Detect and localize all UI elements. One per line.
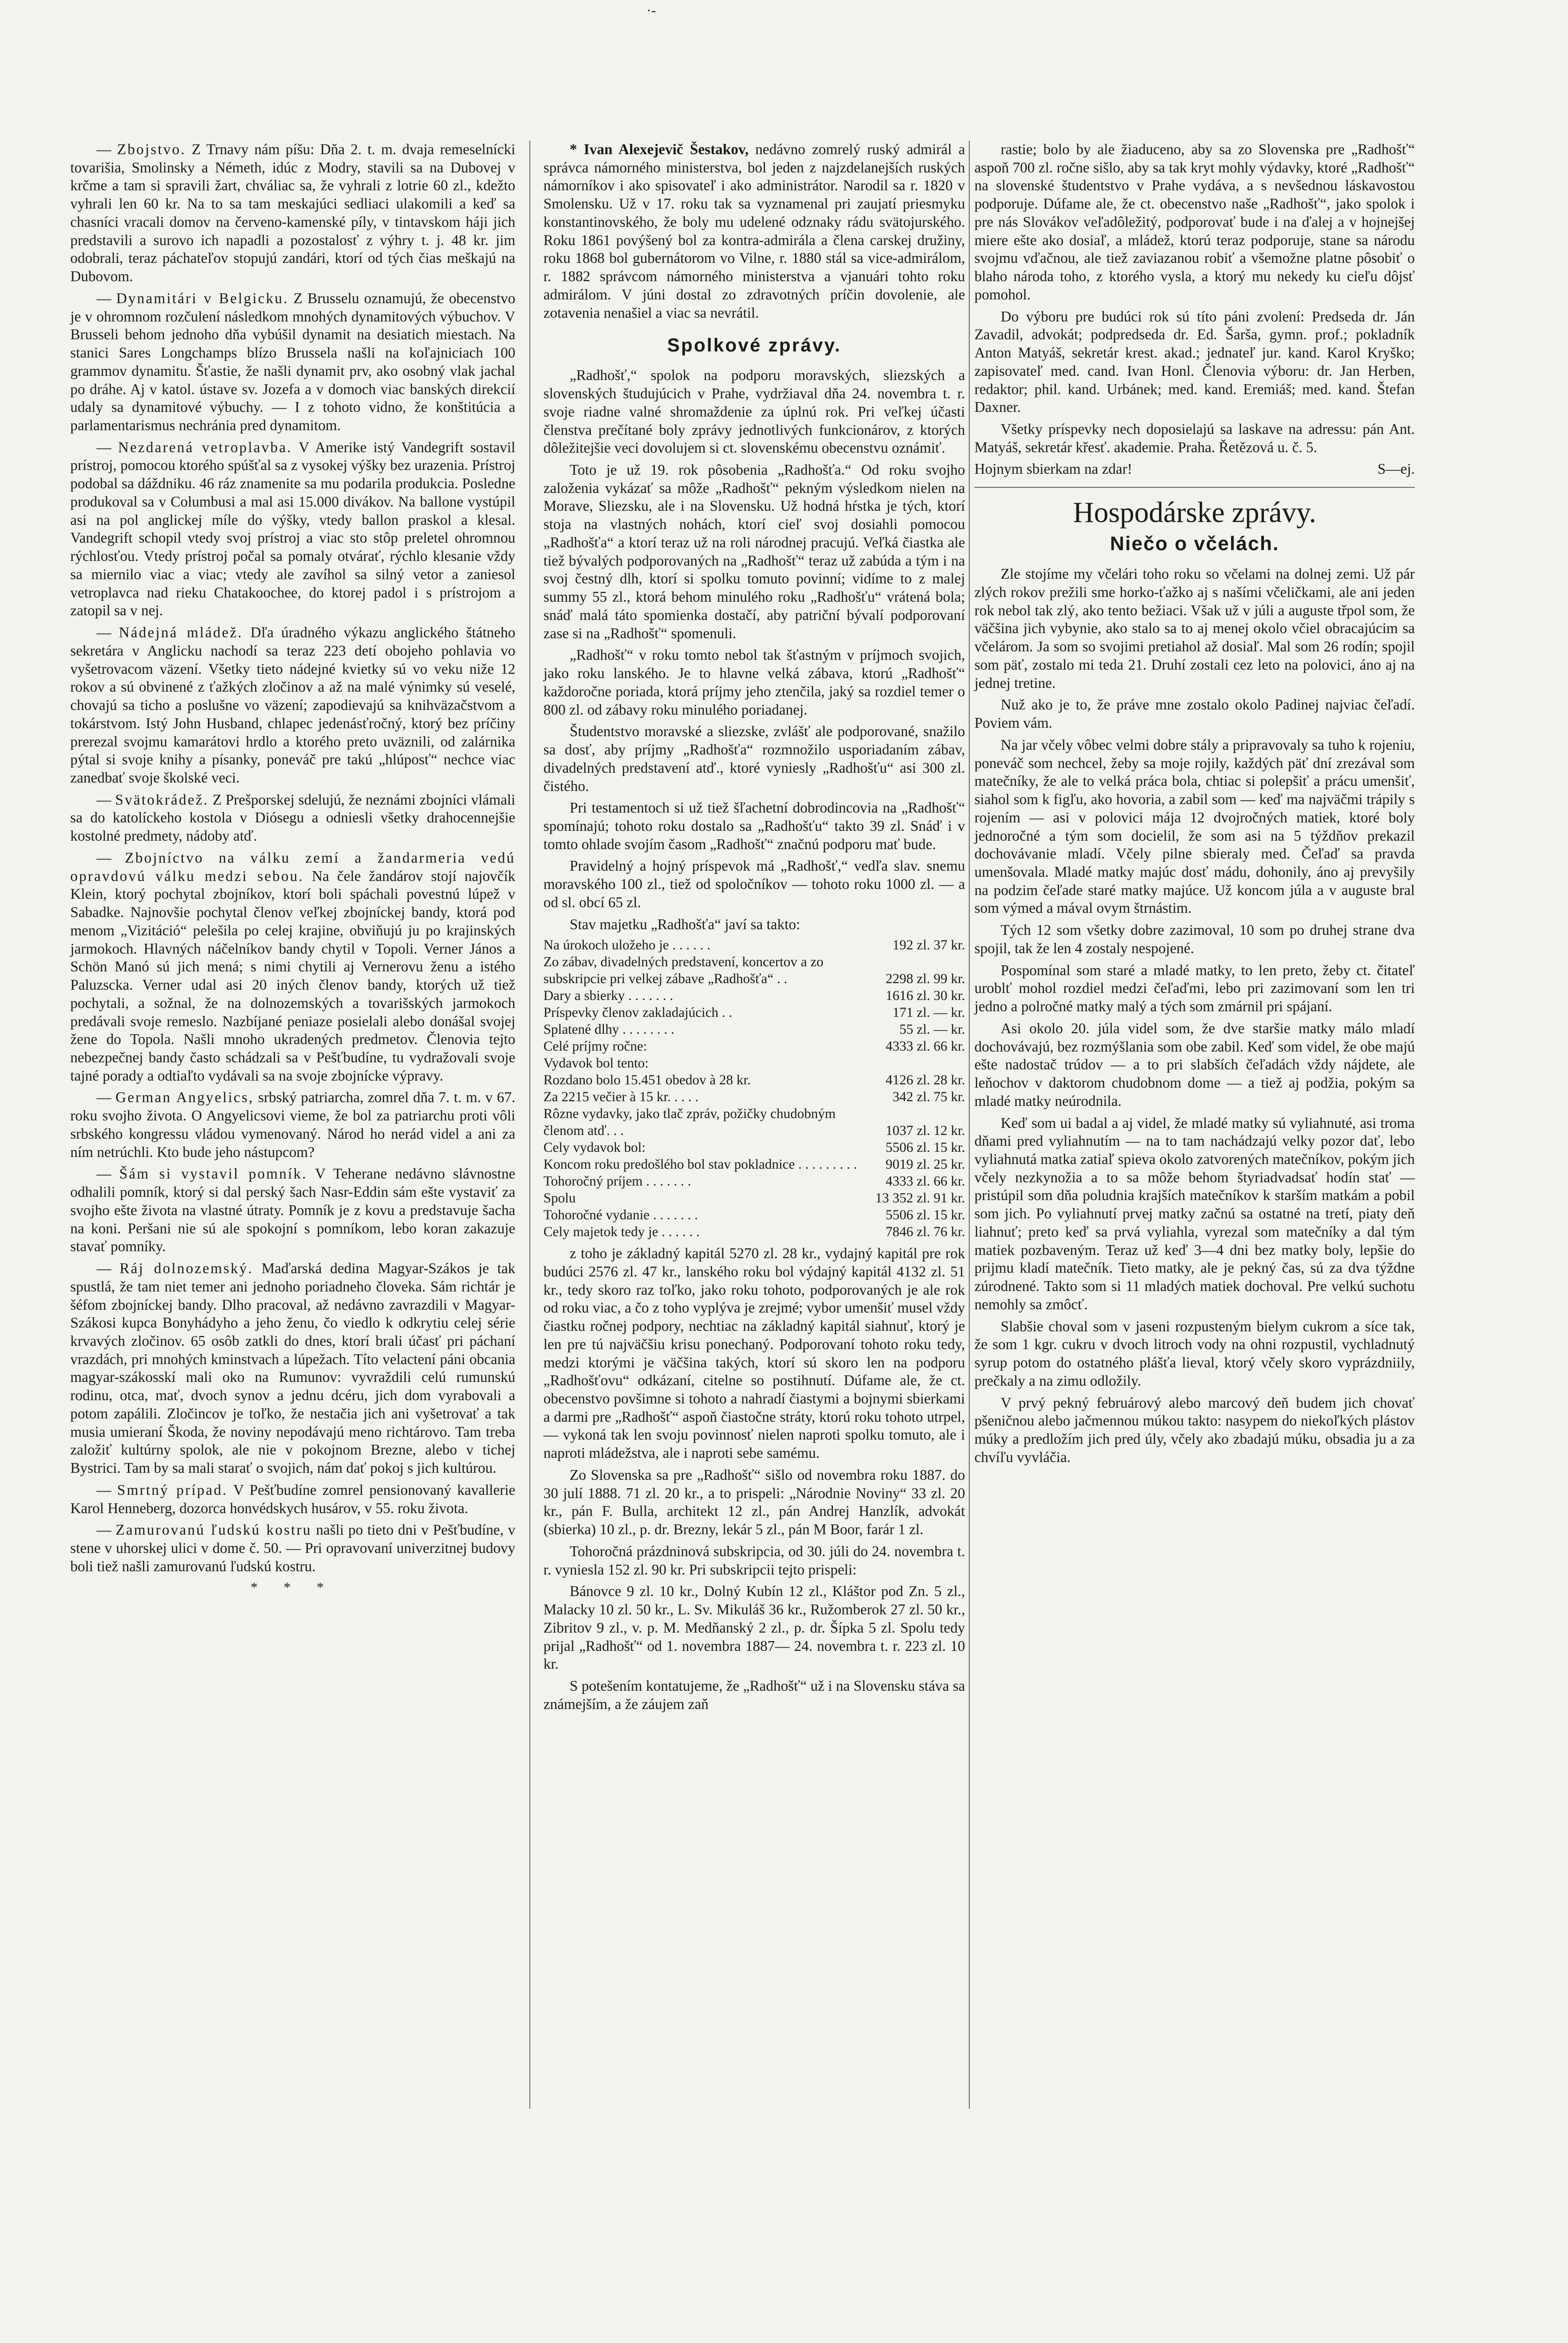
news-item-text: našli po tieto dni v Pešťbudíne, v stene v uhorskej ulici v dome č. 50. — Pri opravovaní univerzitnej budovy boli tiež našli zamurovanú ľudskú kostru.	[70, 1522, 516, 1574]
article-title-vcely: Niečo o včelách.	[1110, 532, 1279, 555]
society-paragraph: Zo Slovenska sa pre „Radhošť“ sišlo od novembra roku 1887. do 30 julí 1888. 71 zl. 20 kr., a to prispeli: „Národnie Noviny“ 33 zl. 20 kr., pán F. Bulla, architekt 12 zl., pán Andrej Hanzlík, advokát (sbierka) 10 zl., p. dr. Brezny, lekár 5 zl., pán M Boor, farár 1 zl.	[543, 1466, 965, 1538]
news-item-heading: Zbojstvo.	[117, 141, 186, 157]
news-item-text: Dľa úradného výkazu anglického štátneho sekretára v Anglicku nachodí sa teraz 223 detí obojeho pohlavia vo vyšetrovacom väzení. Všetky tieto nádejné kvietky sú vo veku niže 12 rokov a sú obvinené z ťažkých zločinov a až na malé výnimky sú veselé, chovajú sa ticho a poslušne vo väzení; zapodievajú sa knihväzačstvom a tokárstvom. Istý John Husband, chlapec jedenásťročný, ktorý bez príčiny prerezal svojmu kamarátovi hrdlo a ktorého preto uväznili, od zalárnika pýtal si svoje knihy a písanky, poneváč pre takú „hlúposť“ nechce viac zanedbať svoje školské veci.	[70, 624, 515, 786]
account-row	[543, 1072, 965, 1089]
account-amount: 4126 zl. 28 kr.	[885, 1073, 965, 1088]
account-amount: 13 352 zl. 91 kr.	[875, 1191, 965, 1206]
news-item-text: Na čele žandárov stojí najovčík Klein, ktorý pochytal zbojníkov, ktorí boli spáchali povestnú lúpež v Sabadke. Najnovšie pochytal členov veľkej zbojníckej bandy, ktorá pod menom „Vizitáció“ pelešila po celej krajine, obviňujú ju po krajinských jarmokoch. Hlavných náčelníkov bandy chytil v Topoli. Verner János a Schön Manó sú jich mená; s nimi chytili aj Vernerovu ženu a istého Paluzscka. Verner udal asi 20 iných členov bandy, ktorých už tiež pochytali, a sožnal, že na dolnozemských a tovarišských jarmokoch predávali svoje remeslo. Nazbíjané peniaze posielali alebo donášal svojej žene do Topola. Našli mnoho ukradených predmetov. Členovia tejto nebezpečnej bandy často schádzali sa v Pešťbudíne, tu vydražovali svoje tajné porady a odtiaľto vydávali sa na svoje zbojnícke výpravy.	[70, 867, 515, 1084]
society-paragraph: z toho je základný kapitál 5270 zl. 28 kr., vydajný kapitál pre rok budúci 2576 zl. 47 kr., lanského roku bol výdajný kapitál 4132 zl. 51 kr., tedy skoro raz toľko, jako roku tohoto, podporovaných je ale rok od roku viac, a čo z toho vyplýva je zrejmé; vybor umenšiť musel vždy čiastku ročnej podpory, nechtiac na základný kapitál siahnuť, ktorý je len pre tú najväčšiu krisu ponechaný. Podporovaní tohoto roku tedy, medzi ktorými je väčšina takých, ktorí sú skoro len na podporu „Radhošťovu“ odkázaní, citelne so postihnutí. Dúfame ale, že ct. obecenstvo povšimne si tohoto a nahradí čiastymi a bojnymi sbierkami a darmi pre „Radhošť“ aspoň čiastočne stráty, ktorú roku tohoto utrpel, — vykoná tak len svoju povinnosť nielen naproti spolku tomuto, ale i naproti mládežstva, ale i naproti sebe samému.	[543, 1245, 965, 1462]
obituary-heading: * Ivan Alexejevič Šestakov,	[570, 141, 749, 157]
account-amount: 4333 zl. 66 kr.	[885, 1039, 965, 1054]
account-amount: 4333 zl. 66 kr.	[885, 1174, 965, 1189]
account-label: Celé príjmy ročne:	[543, 1039, 647, 1054]
author-signature: S—ej.	[1377, 461, 1415, 478]
news-item-heading: Zamurovanú ľudskú kostru	[115, 1522, 312, 1538]
account-row	[543, 1106, 965, 1140]
account-label: Tohoročné vydanie . . . . . . .	[543, 1208, 698, 1223]
bee-paragraph: V prvý pekný februárový alebo marcový deň budem jich chovať pšeničnou alebo jačmennou múkou takto: nasypem do niekoľkých plástov múky a predložím jich pred úly, včely ako zbadajú múku, obsadia ju a za chvíľu vyvláčia.	[974, 1394, 1415, 1465]
column-rule	[529, 141, 530, 2109]
news-item: — Dynamitári v Belgicku. Z Brusselu oznamujú, že obecenstvo je v ohromnom rozčulení následkom mnohých dynamitových výbuchov. V Brusseli behom jednoho dňa vybúšil dynamit na desiatich miestach. Na stanici Sares Longchamps blízo Brussela našli na koľajniciach 100 grammov dynamitu. Šťastie, že našli dynamit prv, ako osobný vlak jachal po dráhe. Aj v katol. ústave sv. Jozefa a v domoch viac banských direkcií udaly sa dynamitové výbuchy. — I z tohoto vidno, že konštitúcia a parlamentarismus nechránia pred dynamitom.	[70, 290, 516, 434]
bee-paragraph: Na jar včely vôbec velmi dobre stály a pripravovaly sa tuho k rojeniu, poneváč som nechcel, žeby sa moje rojily, každých päť dní zrezával som matečníky, že ale to velká práca bola, chtiac si polepšiť a prácu umenšiť, siahol som k figľu, ako hovoria, a zabil som — keď ma najväčmi trápily s rojením — asi v polovici mája 12 dvojročných matiek, ktoré boly jednoročné a tým som docielil, že som asi na 5 týždňov prekazil dochovávanie mladí. Včely pilne sbieraly med. Čeľaď sa pravda umenšovala. Mladé matky majúc dosť mádu, dohonily, áno aj prevyšily na podzim čeľade staré matky majúce. Už koncom júla a v auguste bral som výmed a mával ovym štrnástim.	[974, 736, 1415, 917]
account-amount: 7846 zl. 76 kr.	[885, 1224, 965, 1240]
news-item-heading: Dynamitári v Belgicku.	[116, 290, 289, 306]
news-item: — Nezdarená vetroplavba. V Amerike istý Vandegrift sostavil prístroj, pomocou ktorého spúšťal sa z vysokej výšky bez urazenia. Prístroj podobal sa dáždniku. 46 ráz znamenite sa mu podarila produkcia. Posledne produkoval sa v Columbusi a mal asi 15.000 divákov. Na ballone vystúpil asi na pol anglickej míle do výšky, vtedy ballon praskol a klesal. Vandegrift schopil vtedy svoj prístroj a viac sto stôp preletel ohromnou rýchlosťou. Vtedy prístroj počal sa pomaly otvárať, rýchlo klesanie vždy sa miernilo viac a viac; vtedy ale zavíhol sa silný vetor a zaniesol vetroplavca nad rieku Chatakoochee, do ktorej padol i s prístrojom a zatopil sa v nej.	[70, 439, 516, 619]
news-item-text: V Pešťbudíne zomrel pensionovaný kavallerie Karol Henneberg, dozorca honvédskych husárov, v 55. roku života.	[70, 1481, 516, 1516]
news-item-heading: German Angyelics,	[115, 1089, 254, 1106]
account-row	[543, 1157, 965, 1173]
section-title-spolkove: Spolkové zprávy.	[667, 335, 841, 356]
accounts-table	[543, 937, 965, 1241]
news-item-heading: Šám si vystavil pomník.	[119, 1165, 307, 1182]
account-label: Za 2215 večier à 15 kr. . . . .	[543, 1089, 699, 1105]
news-item-heading: Nezdarená vetroplavba.	[118, 439, 292, 455]
news-item: — Zbojstvo. Z Trnavy nám píšu: Dňa 2. t. m. dvaja remeselnícki tovarišia, Smolinsky a Németh, idúc z Modry, stavili sa na Dubovej v krčme a tam si spravili žart, chváliac sa, že vyhrali z lotrie 60 zl., kdežto vyhrali len 60 kr. Na to sa tam meskajúci sedliaci ulakomili a keď sa chasníci vracali domov na červeno-kamenské píly, v tintavskom háji jich predstavili a surovo ich napadli a pozostalosť z výhry t. j. 48 kr. jim odobrali, teraz páchateľov stopujú zandári, ktorí od tých čias meškajú na Dubovom.	[70, 141, 515, 285]
account-amount: 192 zl. 37 kr.	[892, 938, 965, 953]
news-item-text: V Teherane nedávno slávnostne odhalili pomník, ktorý si dal perský šach Nasr-Eddin sám ešte vystaviť za svojho ešte života na vlastné útraty. Pomník je z kovu a predstavuje šacha na koni. Peršani nie sú ale spokojní s pomníkom, lebo koran zakazuje stavať pomníky.	[70, 1165, 516, 1255]
obituary-item	[543, 141, 965, 322]
society-paragraph: Študentstvo moravské a sliezske, zvlášť ale podporované, snažilo sa dosť, aby príjmy „Radhošťa“ rozmnožilo usporiadaním zábav, divadelných predstavení atď., ktoré vyniesly „Radhošťu“ asi 300 zl. čistého.	[543, 723, 965, 794]
column-rule	[969, 141, 970, 2109]
column-societies	[543, 141, 965, 1717]
news-item: — Zamurovanú ľudskú kostru našli po tieto dni v Pešťbudíne, v stene v uhorskej ulici v dome č. 50. — Pri opravovaní univerzitnej budovy boli tiež našli zamurovanú ľudskú kostru.	[70, 1522, 516, 1574]
account-label: Dary a sbierky . . . . . . .	[543, 988, 673, 1004]
news-item: — Ráj dolnozemský. Maďarská dedina Magyar-Szákos je tak spustlá, že tam niet temer ani jednoho poriadneho človeka. Sám richtár je šéfom zbojníckej bandy. Dlho pracoval, až nedávno zavrazdili v Magyar-Szákosi kupca Bonyhádyho a jeho ženu, čo viedlo k odkrytiu celej série krvavých zločinov. 65 osôb zatkli do dnes, ktorí brali účasť pri páchaní vrazdách, pri mnohých kminstvach a lúpežach. Títo velactení páni obcania magyar-szákosskí mali oko na Rumunov: vyvraždili celú rumunskú rodinu, otca, mať, dvoch synov a jednu dcéru, jich dom vyrabovali a potom zapálili. Zločincov je toľko, že nestačia jich ani vyšetrovať a tak musia umieraní Škoda, že noviny nepodávajú meno richtárovo. Tam treba založiť kultúrny spolok, ale nie v pokojnom Brezne, alebo v tichej Bystrici. Tam by sa mali starať o svojich, nám dať pokoj s jich kultúrou.	[70, 1260, 516, 1477]
society-paragraph: Pravidelný a hojný príspevok má „Radhošť,“ vedľa slav. snemu moravského 100 zl., tiež od spoločníkov — tohoto roku 1000 zl. — a od sl. obcí 65 zl.	[543, 858, 965, 910]
society-paragraph: rastie; bolo by ale žiaduceno, aby sa zo Slovenska pre „Radhošť“ aspoň 700 zl. ročne sišlo, aby sa tak kryt mohly výdavky, ktoré „Radhošť“ na slovenské študentstvo v Prahe vydáva, a s nevšednou láskavostou podporuje. Dúfame ale, že ct. obecenstvo naše „Radhošť“, jako spolok i pre nás Slovákov veľadôležitý, podporovať bude i na ďalej a v hojnejšej miere ešte ako dosiaľ, a mládež, ktorú teraz podporuje, stane sa národu svojmu vďačnou, ale tiež zaviazanou robiť a všemožne platne pôsobiť o blaho národa toho, z ktorého vysla, a ktorý mu nekedy ku cieľu dôjsť pomohol.	[974, 141, 1415, 303]
obituary-text: nedávno zomrelý ruský admirál a správca námorného ministerstva, bol jeden z najzdelanejších ruských námorníkov i ako spisovateľ i ako administrátor. Narodil sa r. 1820 v Smolensku. Už v 17. roku tak sa vyznamenal pri zaujatí priesmyku konstantinovského, že boly mu udelené odznaky rádu svätojurského. Roku 1861 povýšený bol za kontra-admirála a člena carskej družiny, roku 1868 bol gubernátorom vo Vilne, r. 1880 stál sa vice-admirálom, r. 1882 správcom námorného ministerstva a vjanuári tohto roku admirálom. V júni dostal zo zdravotných príčin dovolenie, ale zotavenia nenašiel a viac sa nevrátil.	[543, 141, 966, 321]
account-amount: 171 zl. — kr.	[892, 1005, 965, 1021]
account-label: Splatené dlhy . . . . . . . .	[543, 1022, 675, 1037]
stars-divider: * * *	[251, 1579, 335, 1595]
society-paragraph: Do výboru pre budúci rok sú títo páni zvolení: Predseda dr. Ján Zavadil, advokát; podpredseda dr. Ed. Šarša, gymn. prof.; pokladník Anton Matyáš, sekretár krest. akad.; jednateľ jur. kand. Karol Kryško; zapisovateľ med. cand. Ivan Honl. Členovia výboru: dr. Jan Herben, redaktor; phil. kand. Urbánek; med. kand. Eremiáš; med. kand. Štefan Daxner.	[974, 308, 1415, 416]
account-amount: 5506 zl. 15 kr.	[885, 1140, 965, 1156]
bee-paragraph: Keď som ui badal a aj videl, že mladé matky sú vyliahnuté, asi troma dňami pred vyliahnutím — na to tam nachádzajú velky pozor dať, lebo vyliahnutá matka zatiaľ spieva okolo zatvorených matečníkov, pokým jich včely nezkynožia a to sa môže behom štyriadvadsať hodín stať — pristúpil som dňa poludnia krajších matečníkov k starším matkám a pobil som jich. Po vyliahnutí prvej matky začnú sa ostatné na tretí, piaty deň liahnuť; preto keď sa prvá vyliahla, vyrezal som matečníky a dal tým matiek pozbaveným. Teraz už keď 3—4 dni bez matky boly, lepšie do prijmu kladí matečník. Tieto matky, ale je pekný čas, sú za dva týždne zúrodnené. Takto som si 11 mladých matiek dochoval. Pre velkú suchotu nemohly sa zmôcť.	[974, 1114, 1415, 1313]
news-item-text: Maďarská dedina Magyar-Szákos je tak spustlá, že tam niet temer ani jednoho poriadneho človeka. Sám richtár je šéfom zbojníckej bandy. Dlho pracoval, až nedávno zavrazdili v Magyar-Szákosi kupca Bonyhádyho a jeho ženu, čo viedlo k odkrytiu celej série krvavých zločinov. 65 osôb zatkli do dnes, ktorí brali účasť pri páchaní vrazdách, pri mnohých kminstvach a lúpežach. Títo velactení páni obcania magyar-szákosskí mali oko na Rumunov: vyvraždili celú rumunskú rodinu, otca, mať, dvoch synov a jednu dcéru, jich dom vyrabovali a potom zapálili. Zločincov je toľko, že nestačia jich ani vyšetrovať a tak musia umieraní Škoda, že noviny nepodávajú meno richtárovo. Tam treba založiť kultúrny spolok, ale nie v pokojnom Brezne, alebo v tichej Bystrici. Tam by sa mali starať o svojich, nám dať pokoj s jich kultúrou.	[70, 1260, 516, 1477]
account-amount: 9019 zl. 25 kr.	[885, 1157, 965, 1172]
account-amount: 1616 zl. 30 kr.	[885, 988, 965, 1004]
bee-paragraph: Nuž ako je to, že práve mne zostalo okolo Padinej najviac čeľadí. Poviem vám.	[974, 696, 1415, 731]
account-row	[543, 1089, 965, 1106]
society-paragraph: S potešením kontatujeme, že „Radhošť“ už i na Slovensku stáva sa známejším, a že záujem zaň	[543, 1677, 965, 1712]
news-item-text: Z Trnavy nám píšu: Dňa 2. t. m. dvaja remeselnícki tovarišia, Smolinsky a Németh, idúc z Modry, stavili sa na Dubovej v krčme a tam si spravili žart, chváliac sa, že vyhrali z lotrie 60 zl., kdežto vyhrali len 60 kr. Na to sa tam meskajúci sedliaci ulakomili a keď sa chasníci vracali domov na červeno-kamenské píly, v tintavskom háji jich predstavili a surovo ich napadli a pozostalosť z výhry t. j. 48 kr. jim odobrali, teraz páchateľov stopujú zandári, ktorí od tých čias meškajú na Dubovom.	[70, 141, 515, 285]
bee-paragraph: Pospomínal som staré a mladé matky, to len preto, žeby ct. čitateľ uroblť mohol rozdiel medzi čeľaďmi, lebo pri zazimovaní som len tri jedno a polročné matky malý a tých som zmárnil pri spájaní.	[974, 962, 1415, 1015]
bee-paragraph: Slabšie choval som v jaseni rozpusteným bielym cukrom a síce tak, že som 1 kgr. cukru v dvoch litroch vody na ohni rozpustil, vychladnutý syrup potom do ostatného plášťa lieval, ktorý včely skoro vyprázdniily, prečkaly a na zimu odložily.	[974, 1318, 1415, 1389]
account-label: Rôzne vydavky, jako tlač zpráv, požičky chudobným členom atď. . .	[543, 1106, 836, 1139]
society-paragraph: „Radhošť“ v roku tomto nebol tak šťastným v príjmoch svojich, jako roku lanského. Je to hlavne velká zábava, ktorú „Radhošť“ každoročne poriada, ktorá príjmy jeho ztenčila, jaký sa rozdiel temer o 800 zl. od zábavy roku minulého poriadanej.	[543, 647, 965, 718]
account-row	[543, 937, 965, 954]
account-row	[543, 1038, 965, 1055]
society-paragraph: Všetky príspevky nech doposielajú sa laskave na adressu: pán Ant. Matyáš, sekretár křesť. akademie. Praha. Řetězová u. č. 5.	[974, 421, 1415, 455]
news-item-heading: Smrtný prípad.	[117, 1481, 228, 1498]
top-mark: ·-	[647, 3, 656, 18]
account-label: Tohoročný príjem . . . . . . .	[543, 1174, 691, 1189]
account-amount	[870, 1055, 965, 1072]
bee-paragraph: Zle stojíme my včelári toho roku so včelami na dolnej zemi. Už pár zlých rokov prežili sme horko-ťažko aj s našími včeličkami, ale ani jeden rok nebol tak zlý, ako tento bežiaci. Však už v júli a auguste třpol som, že väčšina jich vybynie, ako stalo sa to aj menej okolo včiel obracajúcim sa včelárom. Ja som so svojimi pretiahol až dosiaľ. Mal som 26 rodín; spojil som päť, zostalo mi teda 21. Druhí zostali cez leto na polovici, áno aj na jednej tretine.	[974, 566, 1415, 691]
account-label: Cely majetok tedy je . . . . . .	[543, 1224, 700, 1240]
news-item-text: Z Brusselu oznamujú, že obecenstvo je v ohromnom rozčulení následkom mnohých dynamitových výbuchov. V Brusseli behom jednoho dňa vybúšil dynamit na desiatich miestach. Na stanici Sares Longchamps blízo Brussela našli na koľajniciach 100 grammov dynamitu. Šťastie, že našli dynamit prv, ako osobný vlak jachal po dráhe. Aj v katol. ústave sv. Jozefa a v domoch viac banských direkcií udaly sa dynamitové výbuchy. — I z tohoto vidno, že konštitúcia a parlamentarismus nechránia pred dynamitom.	[70, 290, 516, 434]
news-item: — Nádejná mládež. Dľa úradného výkazu anglického štátneho sekretára v Anglicku nachodí sa teraz 223 detí obojeho pohlavia vo vyšetrovacom väzení. Všetky tieto nádejné kvietky sú vo veku niže 12 rokov a sú obvinené z ťažkých zločinov a až na malé výnimky sú veselé, chovajú sa ticho a poslušne vo väzení; zapodievajú sa knihväzačstvom a tokárstvom. Istý John Husband, chlapec jedenásťročný, ktorý bez príčiny prerezal svojmu kamarátovi hrdlo a ktorého preto uväznili, od zalárnika pýtal si svoje knihy a písanky, poneváč pre takú „hlúposť“ nechce viac zanedbať svoje školské veci.	[70, 624, 515, 786]
bee-paragraph: Tých 12 som všetky dobre zazimoval, 10 som po druhej strane dva spojil, tak že len 4 zostaly nespojené.	[974, 922, 1415, 956]
account-row	[543, 1173, 965, 1190]
account-row	[543, 1055, 965, 1072]
account-row	[543, 1207, 965, 1224]
account-row	[543, 1224, 965, 1241]
account-label: Zo zábav, divadelných predstavení, koncertov a zo subskripcie pri velkej zábave „Radhošťa“ . .	[543, 955, 824, 987]
news-item-heading: Nádejná mládež.	[119, 624, 243, 641]
society-paragraph: Toto je už 19. rok pôsobenia „Radhošťa.“ Od roku svojho založenia vykázať sa môže „Radhošť“ pekným výsledkom nielen na Morave, Sliezsku, ale i na Slovensku. Už hodná hŕstka je tých, ktorí stoja na vlastných nohách, ktorí cieľ svoj dosiahli pomocou „Radhošťa“ a ktorí teraz už na roli národnej pracujú. Veľká čiastka ale tiež bývalých podporovaných na „Radhošť“ teraz už zabúda a tým i na svoj čestný dlh, ktorí si spolku tomuto povinní; vidíme to z malej summy 55 zl., ktorá behom minulého roku „Radhošťu“ vrátená bola; snáď malá táto spomienka dostačí, aby patriční bývalí podporovaní zase si na „Radhošť“ spomenuli.	[543, 462, 965, 642]
bee-paragraph: Asi okolo 20. júla videl som, že dve staršie matky málo mladí dochovávajú, bez rozmýšlania som obe zabil. Keď som videl, že obe majú ešte nadostač trúdov — a to pri slabších čeľadách vždy nájdete, ale leňochov v daktorom chudobnom dome — a tiež aj podžia, pokým sa mladé matky neúrodnila.	[974, 1020, 1415, 1109]
society-paragraph: Bánovce 9 zl. 10 kr., Dolný Kubín 12 zl., Kláštor pod Zn. 5 zl., Malacky 10 zl. 50 kr., L. Sv. Mikuláš 36 kr., Ružomberok 27 zl. 50 kr., Zibritov 9 zl., v. p. M. Medňanský 2 zl., p. dr. Šípka 5 zl. Spolu tedy prijal „Radhošť“ od 1. novembra 1887— 24. novembra t. r. 223 zl. 10 kr.	[543, 1583, 965, 1672]
column-news	[70, 141, 515, 1596]
news-item-text: V Amerike istý Vandegrift sostavil prístroj, pomocou ktorého spúšťal sa z vysokej výšky bez urazenia. Prístroj podobal sa dáždniku. 46 ráz znamenite sa mu podarila produkcia. Posledne produkoval sa v Columbusi a mal asi 15.000 divákov. Na ballone vystúpil asi na pol anglickej míle do výšky, vtedy ballon praskol a klesal. Vandegrift schopil vtedy svoj prístroj a viac sto stôp preletel ohromnou rýchlosťou. Vtedy prístroj počal sa pomaly otvárať, rýchlo klesanie vždy sa miernilo viac a viac; vtedy ale zavíhol sa silný vetor a zaniesol vetroplavca nad rieku Chatakoochee, do ktorej padol i s prístrojom a zatopil sa v nej.	[70, 439, 516, 619]
account-label: Rozdano bolo 15.451 obedov à 28 kr.	[543, 1073, 751, 1088]
news-item: — Šám si vystavil pomník. V Teherane nedávno slávnostne odhalili pomník, ktorý si dal perský šach Nasr-Eddin sám ešte vystaviť za svojho ešte života na vlastné útraty. Pomník je z kovu a predstavuje šacha na koni. Peršani nie sú ale spokojní s pomníkom, lebo koran zakazuje stavať pomníky.	[70, 1165, 516, 1255]
column-farming	[974, 141, 1415, 1470]
news-item: — Svätokrádež. Z Prešporskej sdelujú, že neznámi zbojníci vlámali sa do katolíckeho kostola v Diósegu a odniesli všetky drahocennejšie kostolné predmety, nádoby atď.	[70, 791, 515, 844]
account-label: Koncom roku predošlého bol stav pokladnice . . . . . . . . .	[543, 1157, 857, 1172]
account-row	[543, 988, 965, 1005]
society-paragraph: Pri testamentoch si už tiež šľachetní dobrodincovia na „Radhošť“ spomínajú; tohoto roku dostalo sa „Radhošťu“ takto 39 zl. Snáď i v tomto ohlade svojím časom „Radhošť“ značnú podporu mať bude.	[543, 799, 965, 852]
society-paragraph: Tohoročná prázdninová subskripcia, od 30. júli do 24. novembra t. r. vyniesla 152 zl. 90 kr. Pri subskripcii tejto prispeli:	[543, 1543, 965, 1578]
account-label: Na úrokoch uložeho je . . . . . .	[543, 938, 711, 953]
account-row	[543, 1022, 965, 1038]
news-item-heading: Ráj dolnozemský.	[119, 1260, 253, 1277]
news-item-text: srbský patriarcha, zomrel dňa 7. t. m. v 67. roku svojho života. O Angyelicsovi vieme, že bol za patriarchu proti vôli srbského kongressu vládou vymenovaný. Národ ho nerád videl a ani za ním netrúchli. Kto bude jeho nástupcom?	[70, 1089, 516, 1160]
account-label: Cely vydavok bol:	[543, 1140, 646, 1156]
closing-wish: Hojnym sbierkam na zdar!	[974, 461, 1132, 478]
society-paragraph: „Radhošť,“ spolok na podporu moravských, sliezských a slovenských študujúcich v Prahe, vydržiaval dňa 24. novembra t. r. svoje riadne valné shromaždenie za úplnú rok. Pri veľkej účasti členstva prečítané boly zprávy jednotlivých funkcionárov, z ktorých dôležitejšie veci dovolujem si ct. slovenskému obecenstvu oznámiť.	[543, 367, 965, 456]
account-amount: 2298 zl. 99 kr.	[885, 971, 965, 987]
account-amount: 5506 zl. 15 kr.	[885, 1208, 965, 1223]
signature-row	[974, 460, 1415, 478]
news-item-heading: Svätokrádež.	[115, 791, 209, 808]
account-label: Príspevky členov zakladajúcich . .	[543, 1005, 733, 1021]
news-item: — German Angyelics, srbský patriarcha, zomrel dňa 7. t. m. v 67. roku svojho života. O Angyelicsovi vieme, že bol za patriarchu proti vôli srbského kongressu vládou vymenovaný. Národ ho nerád videl a ani za ním netrúchli. Kto bude jeho nástupcom?	[70, 1089, 516, 1160]
section-divider	[974, 487, 1415, 488]
news-item: — Smrtný prípad. V Pešťbudíne zomrel pensionovaný kavallerie Karol Henneberg, dozorca honvédskych husárov, v 55. roku života.	[70, 1481, 516, 1516]
account-amount: 1037 zl. 12 kr.	[885, 1123, 965, 1139]
account-row	[543, 1005, 965, 1022]
account-row	[543, 1190, 965, 1207]
society-paragraph: Stav majetku „Radhošťa“ javí sa takto:	[570, 916, 800, 933]
news-item: — Zbojníctvo na válku zemí a žandarmeria vedú opravdovú válku medzi sebou. Na čele žandárov stojí najovčík Klein, ktorý pochytal zbojníkov, ktorí boli spáchali povestnú lúpež v Sabadke. Najnovšie pochytal členov veľkej zbojníckej bandy, ktorá pod menom „Vizitáció“ pelešila po celej krajine, obviňujú ju po krajinských jarmokoch. Hlavných náčelníkov bandy chytil v Topoli. Verner János a Schön Manó sú jich mená; s nimi chytili aj Vernerovu ženu a istého Paluzscka. Verner udal asi 20 iných členov bandy, ktorých už tiež pochytali, a sožnal, že na dolnozemských a tovarišských jarmokoch predávali svoje remeslo. Nazbíjané peniaze posielali alebo donášal svojej žene do Topola. Našli mnoho ukradených predmetov. Členovia tejto nebezpečnej bandy často schádzali sa v Pešťbudíne, tu vydražovali svoje tajné porady a odtiaľto vydávali sa na svoje zbojnícke výpravy.	[70, 849, 516, 1084]
news-item-heading: Zbojníctvo na válku zemí a žandarmeria vedú opravdovú válku medzi sebou.	[70, 849, 516, 884]
account-label: Vydavok bol tento:	[543, 1056, 649, 1071]
account-amount: 55 zl. — kr.	[899, 1022, 965, 1037]
account-row	[543, 954, 965, 988]
section-title-hospodarske: Hospodárske zprávy.	[1073, 497, 1316, 529]
account-amount: 342 zl. 75 kr.	[892, 1089, 965, 1105]
account-label: Spolu	[543, 1191, 576, 1206]
account-row	[543, 1140, 965, 1157]
news-item-text: Z Prešporskej sdelujú, že neznámi zbojníci vlámali sa do katolíckeho kostola v Diósegu a odniesli všetky drahocennejšie kostolné predmety, nádoby atď.	[70, 791, 515, 844]
